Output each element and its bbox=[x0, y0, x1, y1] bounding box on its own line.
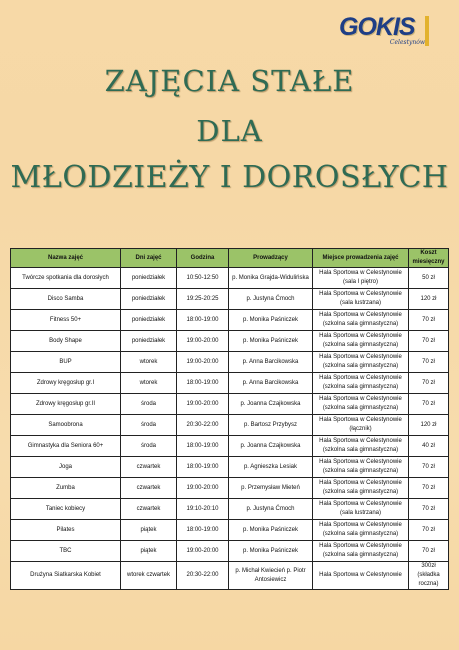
table-row bbox=[11, 289, 449, 310]
class-name-cell: Fitness 50+ bbox=[11, 310, 121, 331]
time-cell: 19:00-20:00 bbox=[177, 394, 229, 415]
days-cell: wtorek bbox=[121, 373, 177, 394]
header-instructor: Prowadzący bbox=[229, 249, 313, 268]
instructor-cell: p. Michał Kwiecień p. Piotr Antosiewicz bbox=[229, 562, 313, 590]
days-cell: poniedziałek bbox=[121, 331, 177, 352]
days-cell: środa bbox=[121, 415, 177, 436]
cost-cell: 40 zł bbox=[409, 436, 449, 457]
cost-cell: 120 zł bbox=[409, 415, 449, 436]
table-row bbox=[11, 520, 449, 541]
class-name-cell: Body Shape bbox=[11, 331, 121, 352]
days-cell: piątek bbox=[121, 520, 177, 541]
table-row bbox=[11, 478, 449, 499]
schedule-table bbox=[10, 248, 449, 590]
instructor-cell: p. Monika Paśniczek bbox=[229, 541, 313, 562]
class-name-cell: Taniec kobiecy bbox=[11, 499, 121, 520]
days-cell: piątek bbox=[121, 541, 177, 562]
class-name-cell: Drużyna Siatkarska Kobiet bbox=[11, 562, 121, 590]
location-cell: Hala Sportowa w Celestynowie (sala lustrzana) bbox=[313, 499, 409, 520]
cost-cell: 70 zł bbox=[409, 331, 449, 352]
time-cell: 19:25-20:25 bbox=[177, 289, 229, 310]
instructor-cell: p. Justyna Ćmoch bbox=[229, 499, 313, 520]
cost-cell: 70 zł bbox=[409, 478, 449, 499]
class-name-cell: Zdrowy kręgosłup gr.II bbox=[11, 394, 121, 415]
table-row bbox=[11, 331, 449, 352]
time-cell: 20:30-22:00 bbox=[177, 562, 229, 590]
cost-cell: 70 zł bbox=[409, 394, 449, 415]
table-row bbox=[11, 415, 449, 436]
time-cell: 18:00-19:00 bbox=[177, 520, 229, 541]
header-time: Godzina bbox=[177, 249, 229, 268]
days-cell: poniedziałek bbox=[121, 268, 177, 289]
table-row bbox=[11, 457, 449, 478]
time-cell: 19:00-20:00 bbox=[177, 352, 229, 373]
cost-cell: 50 zł bbox=[409, 268, 449, 289]
location-cell: Hala Sportowa w Celestynowie (szkolna sala gimnastyczna) bbox=[313, 310, 409, 331]
class-name-cell: Disco Samba bbox=[11, 289, 121, 310]
location-cell: Hala Sportowa w Celestynowie (szkolna sala gimnastyczna) bbox=[313, 352, 409, 373]
days-cell: poniedziałek bbox=[121, 310, 177, 331]
days-cell: czwartek bbox=[121, 478, 177, 499]
class-name-cell: Gimnastyka dla Seniora 60+ bbox=[11, 436, 121, 457]
table-row bbox=[11, 310, 449, 331]
table-row bbox=[11, 394, 449, 415]
time-cell: 18:00-19:00 bbox=[177, 373, 229, 394]
table-row bbox=[11, 268, 449, 289]
location-cell: Hala Sportowa w Celestynowie (łącznik) bbox=[313, 415, 409, 436]
cost-cell: 70 zł bbox=[409, 457, 449, 478]
time-cell: 19:00-20:00 bbox=[177, 331, 229, 352]
time-cell: 18:00-19:00 bbox=[177, 436, 229, 457]
instructor-cell: p. Monika Paśniczek bbox=[229, 520, 313, 541]
location-cell: Hala Sportowa w Celestynowie (sala I piętro) bbox=[313, 268, 409, 289]
logo-name: GOKIS bbox=[339, 13, 415, 41]
table-row bbox=[11, 436, 449, 457]
table-header-row bbox=[11, 249, 449, 268]
instructor-cell: p. Monika Paśniczek bbox=[229, 310, 313, 331]
logo-tagline: Celestynów bbox=[389, 39, 425, 46]
location-cell: Hala Sportowa w Celestynowie (szkolna sala gimnastyczna) bbox=[313, 331, 409, 352]
instructor-cell: p. Bartosz Przybysz bbox=[229, 415, 313, 436]
header-monthly-cost: Koszt miesięczny bbox=[409, 249, 449, 268]
time-cell: 18:00-19:00 bbox=[177, 310, 229, 331]
time-cell: 19:10-20:10 bbox=[177, 499, 229, 520]
instructor-cell: p. Agnieszka Lesiak bbox=[229, 457, 313, 478]
class-name-cell: Zdrowy kręgosłup gr.I bbox=[11, 373, 121, 394]
title-line-2: DLA bbox=[196, 114, 263, 148]
location-cell: Hala Sportowa w Celestynowie (szkolna sala gimnastyczna) bbox=[313, 520, 409, 541]
instructor-cell: p. Justyna Ćmoch bbox=[229, 289, 313, 310]
days-cell: czwartek bbox=[121, 499, 177, 520]
table-row bbox=[11, 541, 449, 562]
time-cell: 19:00-20:00 bbox=[177, 541, 229, 562]
cost-cell: 70 zł bbox=[409, 310, 449, 331]
table-row bbox=[11, 352, 449, 373]
class-name-cell: TBC bbox=[11, 541, 121, 562]
title-line-3: MŁODZIEŻY I DOROSŁYCH bbox=[10, 160, 449, 195]
table-row bbox=[11, 499, 449, 520]
location-cell: Hala Sportowa w Celestynowie (sala lustrzana) bbox=[313, 289, 409, 310]
days-cell: poniedziałek bbox=[121, 289, 177, 310]
gokis-logo bbox=[339, 12, 431, 52]
time-cell: 19:00-20:00 bbox=[177, 478, 229, 499]
location-cell: Hala Sportowa w Celestynowie (szkolna sala gimnastyczna) bbox=[313, 457, 409, 478]
cost-cell: 300zł (składka roczna) bbox=[409, 562, 449, 590]
days-cell: środa bbox=[121, 436, 177, 457]
location-cell: Hala Sportowa w Celestynowie (szkolna sala gimnastyczna) bbox=[313, 394, 409, 415]
time-cell: 18:00-19:00 bbox=[177, 457, 229, 478]
class-name-cell: BUP bbox=[11, 352, 121, 373]
days-cell: czwartek bbox=[121, 457, 177, 478]
instructor-cell: p. Przemysław Mieteń bbox=[229, 478, 313, 499]
instructor-cell: p. Monika Grajda-Widulińska bbox=[229, 268, 313, 289]
time-cell: 20:30-22:00 bbox=[177, 415, 229, 436]
location-cell: Hala Sportowa w Celestynowie (szkolna sala gimnastyczna) bbox=[313, 436, 409, 457]
instructor-cell: p. Joanna Czajkowska bbox=[229, 394, 313, 415]
instructor-cell: p. Anna Barcikowska bbox=[229, 373, 313, 394]
time-cell: 10:50-12:50 bbox=[177, 268, 229, 289]
header-location: Miejsce prowadzenia zajęć bbox=[313, 249, 409, 268]
cost-cell: 70 zł bbox=[409, 541, 449, 562]
cost-cell: 70 zł bbox=[409, 520, 449, 541]
instructor-cell: p. Monika Paśniczek bbox=[229, 331, 313, 352]
location-cell: Hala Sportowa w Celestynowie bbox=[313, 562, 409, 590]
header-class-name: Nazwa zajęć bbox=[11, 249, 121, 268]
class-name-cell: Twórcze spotkania dla dorosłych bbox=[11, 268, 121, 289]
location-cell: Hala Sportowa w Celestynowie (szkolna sala gimnastyczna) bbox=[313, 541, 409, 562]
table-row bbox=[11, 373, 449, 394]
cost-cell: 120 zł bbox=[409, 289, 449, 310]
header-days: Dni zajęć bbox=[121, 249, 177, 268]
class-name-cell: Zumba bbox=[11, 478, 121, 499]
instructor-cell: p. Anna Barcikowska bbox=[229, 352, 313, 373]
class-name-cell: Joga bbox=[11, 457, 121, 478]
days-cell: wtorek czwartek bbox=[121, 562, 177, 590]
location-cell: Hala Sportowa w Celestynowie (szkolna sala gimnastyczna) bbox=[313, 478, 409, 499]
class-name-cell: Pilates bbox=[11, 520, 121, 541]
instructor-cell: p. Joanna Czajkowska bbox=[229, 436, 313, 457]
table-row bbox=[11, 562, 449, 590]
cost-cell: 70 zł bbox=[409, 352, 449, 373]
cost-cell: 70 zł bbox=[409, 499, 449, 520]
title-line-1: ZAJĘCIA STAŁE bbox=[104, 64, 355, 98]
days-cell: wtorek bbox=[121, 352, 177, 373]
days-cell: środa bbox=[121, 394, 177, 415]
logo-accent-bar bbox=[425, 16, 429, 46]
cost-cell: 70 zł bbox=[409, 373, 449, 394]
class-name-cell: Samoobrona bbox=[11, 415, 121, 436]
location-cell: Hala Sportowa w Celestynowie (szkolna sala gimnastyczna) bbox=[313, 373, 409, 394]
